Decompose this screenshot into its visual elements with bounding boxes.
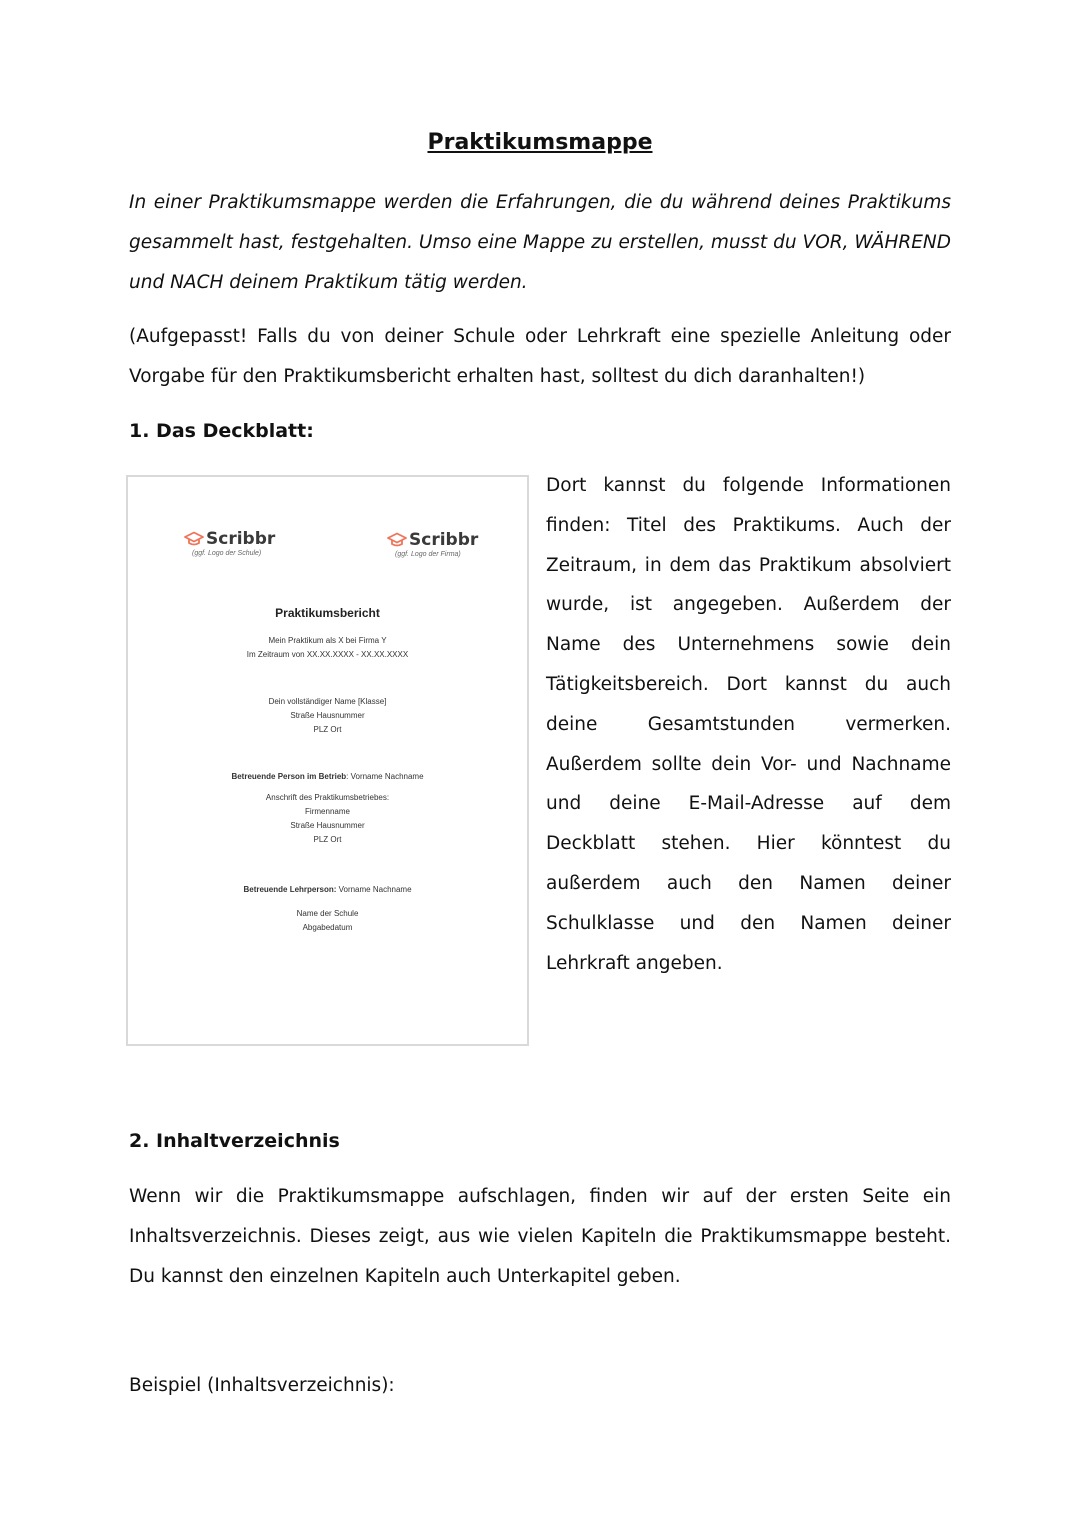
cover-subtitle-1: Mein Praktikum als X bei Firma Y: [268, 636, 387, 645]
logo-caption: (ggf. Logo der Schule): [192, 550, 262, 557]
cover-subtitle-2: Im Zeitraum von XX.XX.XXXX - XX.XX.XXXX: [246, 650, 409, 659]
logo-text: Scribbr: [409, 530, 479, 550]
section-2-heading: 2. Inhaltverzeichnis: [129, 1130, 340, 1152]
graduation-cap-icon: [387, 532, 407, 548]
example-label: Beispiel (Inhaltsverzeichnis):: [129, 1375, 395, 1396]
cover-student-street: Straße Hausnummer: [290, 711, 365, 720]
logo-text: Scribbr: [206, 529, 276, 549]
cover-company-city: PLZ Ort: [313, 835, 342, 844]
cover-supervisor: [128, 772, 527, 781]
cover-description: Dort kannst du folgende Informationen finden: Titel des Praktikums. Auch der Zeitraum, in dem das Praktikum absolviert wurde, ist angegeben. Außerdem der Name des Unternehmens sowie dein Tätigkeitsbereich. Dort kannst du auch deine Gesamtstunden vermerken. Außerdem sollte dein Vor- und Nachname und deine E-Mail-Adresse auf dem Deckblatt stehen. Hier könntest du außerdem auch den Namen deiner Schulklasse und den Namen deiner Lehrkraft angeben.: [546, 475, 951, 974]
teacher-name: Vorname Nachname: [336, 885, 412, 894]
cover-teacher: [128, 885, 527, 894]
page-title: Praktikumsmappe: [427, 130, 653, 155]
cover-company-address-label: Anschrift des Praktikumsbetriebes:: [265, 793, 390, 802]
supervisor-name: : Vorname Nachname: [346, 772, 424, 781]
section-2-paragraph: Wenn wir die Praktikumsmappe aufschlagen, finden wir auf der ersten Seite ein Inhaltsverzeichnis. Dieses zeigt, aus wie vielen Kapiteln die Praktikumsmappe besteht. Du kannst den einzelnen Kapiteln auch Unterkapitel geben.: [129, 1186, 951, 1287]
cover-student-name: Dein vollständiger Name [Klasse]: [268, 697, 387, 706]
supervisor-label: Betreuende Person im Betrieb: [231, 772, 347, 781]
logo-caption: (ggf. Logo der Firma): [395, 551, 461, 558]
company-logo: [387, 530, 478, 558]
school-logo: [184, 529, 275, 557]
graduation-cap-icon: [184, 531, 204, 547]
cover-student-city: PLZ Ort: [313, 725, 342, 734]
section-1-heading: 1. Das Deckblatt:: [129, 420, 314, 442]
cover-company-name: Firmenname: [305, 807, 350, 816]
note-paragraph: (Aufgepasst! Falls du von deiner Schule oder Lehrkraft eine spezielle Anleitung oder Vorgabe für den Praktikumsbericht erhalten hast, solltest du dich daranhalten!): [129, 326, 951, 387]
intro-paragraph: In einer Praktikumsmappe werden die Erfahrungen, die du während deines Praktikums gesammelt hast, festgehalten. Umso eine Mappe zu erstellen, musst du VOR, WÄHREND und NACH deinem Praktikum tätig werden.: [129, 192, 951, 293]
cover-page-thumbnail: [126, 475, 529, 1046]
cover-company-street: Straße Hausnummer: [290, 821, 365, 830]
cover-due-date: Abgabedatum: [302, 923, 353, 932]
teacher-label: Betreuende Lehrperson:: [243, 885, 337, 894]
cover-report-title: Praktikumsbericht: [275, 606, 380, 620]
cover-school-name: Name der Schule: [296, 909, 359, 918]
